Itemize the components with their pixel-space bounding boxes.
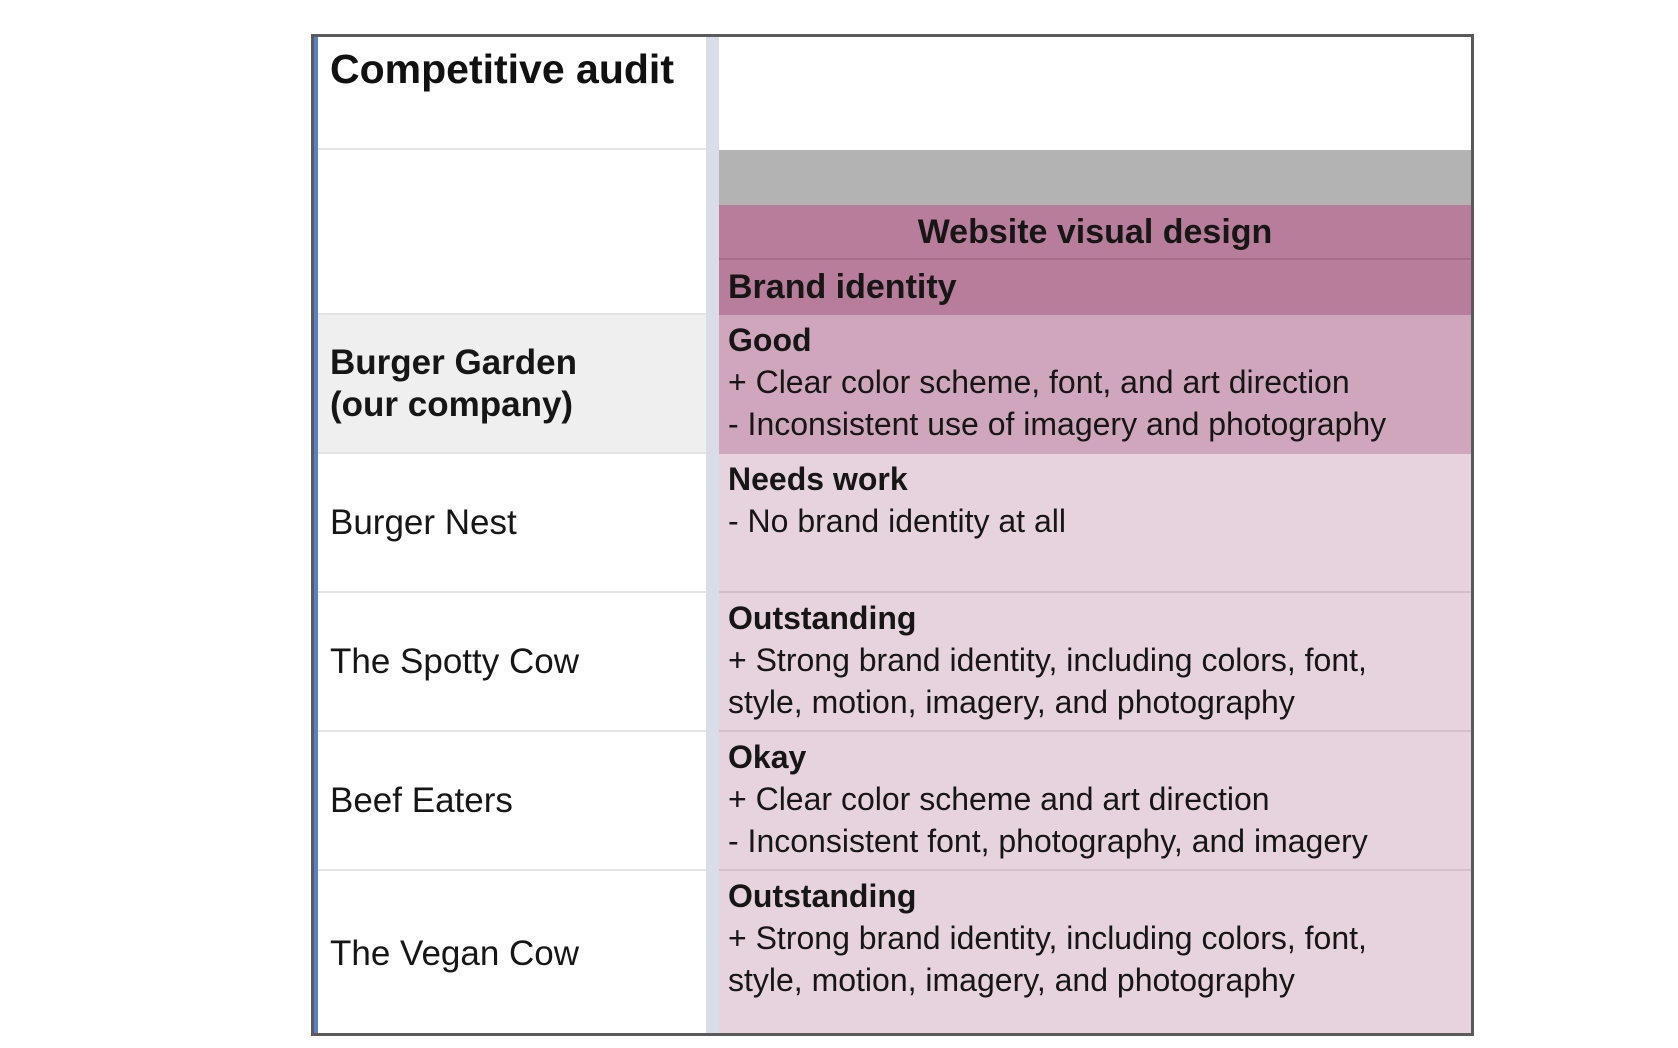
audit-title: Competitive audit [330, 46, 674, 92]
criteria-group-header[interactable]: Website visual design [719, 205, 1471, 260]
company-cell-burger-nest[interactable] [318, 454, 706, 593]
rating-label: Good [728, 322, 812, 358]
rating-note: - Inconsistent use of imagery and photography [728, 406, 1387, 442]
criteria-column-header[interactable]: Brand identity [719, 260, 1471, 315]
rating-note: style, motion, imagery, and photography [728, 962, 1295, 998]
rating-cell-vegan-cow[interactable] [719, 871, 1471, 1036]
rating-cell-beef-eaters[interactable] [719, 732, 1471, 871]
company-cell-beef-eaters[interactable] [318, 732, 706, 871]
rating-label: Outstanding [728, 878, 917, 914]
rating-cell-burger-nest[interactable] [719, 454, 1471, 593]
rating-note: + Strong brand identity, including colors, font, [728, 642, 1367, 678]
company-cell-vegan-cow[interactable] [318, 871, 706, 1036]
rating-note: - No brand identity at all [728, 503, 1066, 539]
rating-label: Outstanding [728, 600, 917, 636]
rating-note: + Clear color scheme and art direction [728, 781, 1270, 817]
company-note: (our company) [330, 384, 574, 424]
criteria-column [719, 37, 1471, 1033]
company-name: Burger Nest [330, 502, 517, 542]
company-name: Burger Garden [330, 342, 577, 382]
rating-label: Needs work [728, 461, 908, 497]
gray-spacer-row[interactable] [719, 150, 1471, 205]
company-cell-burger-garden[interactable] [318, 315, 706, 454]
empty-header-cell[interactable] [318, 150, 706, 315]
company-cell-spotty-cow[interactable] [318, 593, 706, 732]
competitor-column [318, 37, 706, 1033]
rating-label: Okay [728, 739, 807, 775]
empty-top-cell[interactable] [719, 37, 1471, 150]
rating-note: style, motion, imagery, and photography [728, 684, 1295, 720]
rating-note: + Strong brand identity, including colors, font, [728, 920, 1367, 956]
company-name: The Spotty Cow [330, 641, 579, 681]
rating-note: - Inconsistent font, photography, and imagery [728, 823, 1368, 859]
rating-note: + Clear color scheme, font, and art direction [728, 364, 1350, 400]
title-cell[interactable] [318, 37, 706, 150]
competitive-audit-sheet [311, 34, 1474, 1036]
frozen-column-divider[interactable] [706, 37, 719, 1033]
rating-cell-spotty-cow[interactable] [719, 593, 1471, 732]
company-name: The Vegan Cow [330, 933, 580, 973]
company-name: Beef Eaters [330, 780, 513, 820]
rating-cell-burger-garden[interactable] [719, 315, 1471, 454]
